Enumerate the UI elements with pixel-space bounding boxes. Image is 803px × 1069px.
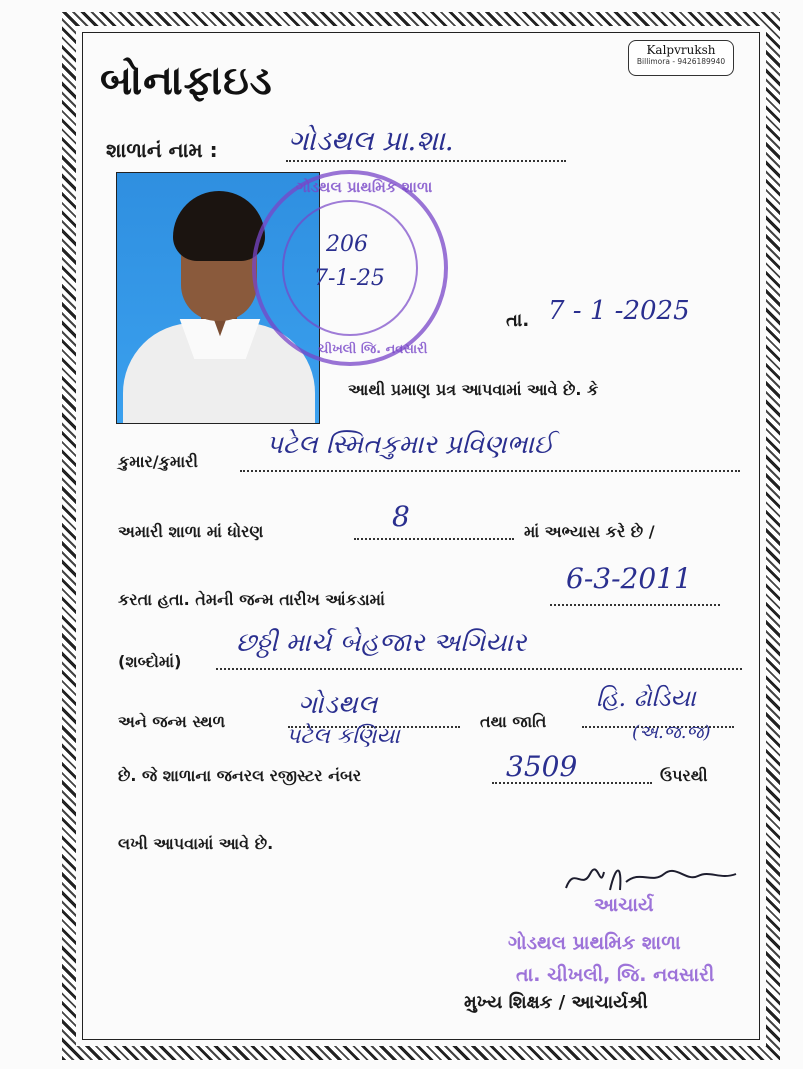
stamp-outer-text: ગોડથલ પ્રાથમિક શાળા	[296, 178, 433, 196]
dob-label: કરતા હતા. તેમની જન્મ તારીખ આંકડામાં	[118, 590, 385, 609]
caste-value: હિ. ઢોડિયા	[596, 684, 696, 712]
certify-line: આથી પ્રમાણ પ્રત્ર આપવામાં આવે છે. કે	[348, 380, 599, 399]
dob-words-label: (શબ્દોમાં)	[118, 652, 182, 671]
printer-brand-logo	[628, 40, 734, 76]
birthplace-label: અને જન્મ સ્થળ	[118, 712, 226, 731]
student-name-label: કુમાર/કુમારી	[118, 452, 198, 471]
brand-name: Kalpvruksh	[646, 43, 716, 57]
principal-signature	[560, 860, 740, 896]
register-label: છે. જે શાળાના જનરલ રજીસ્ટર નંબર	[118, 766, 362, 785]
stamp-date: 7-1-25	[314, 266, 385, 291]
standard-value: 8	[392, 500, 410, 533]
seal-place: તા. ચીખલી, જિ. નવસારી	[516, 964, 715, 986]
school-round-stamp	[252, 170, 448, 366]
dob-dots	[550, 604, 720, 606]
stamp-bottom-text: ચીખલી જિ. નવસારી	[318, 342, 428, 357]
dob-value: 6-3-2011	[566, 562, 692, 595]
register-suffix: ઉપરથી	[660, 766, 708, 785]
school-name-value: ગોડથલ પ્રા.શા.	[288, 124, 454, 157]
brand-sub: Billimora - 9426189940	[636, 57, 726, 66]
signatory-label: મુખ્ય શિક્ષક / આચાર્યશ્રી	[464, 992, 648, 1013]
standard-label: અમારી શાળા માં ધોરણ	[118, 522, 264, 541]
register-value: 3509	[506, 750, 578, 783]
school-name-dots	[286, 160, 566, 162]
student-name-value: પટેલ સ્મિતકુમાર પ્રવિણભાઈ	[266, 430, 554, 460]
certificate-title: બોનાફાઇડ	[100, 58, 273, 104]
closing-line: લખી આપવામાં આવે છે.	[118, 834, 274, 853]
seal-school: ગોડથલ પ્રાથમિક શાળા	[508, 932, 681, 954]
dob-words-dots	[216, 668, 742, 670]
stamp-number: 206	[326, 232, 368, 257]
date-label: તા.	[506, 310, 530, 331]
standard-dots	[354, 538, 514, 540]
seal-title: આચાર્ય	[594, 894, 654, 916]
date-value: 7 - 1 -2025	[548, 296, 690, 326]
birthplace-value: ગોડથલ	[298, 690, 378, 720]
caste-extra: પટેલ કણિયા	[286, 724, 400, 749]
standard-suffix: માં અભ્યાસ કરે છે /	[524, 522, 655, 541]
caste-note: (અ.જ.જ)	[632, 722, 711, 743]
student-name-dots	[240, 470, 740, 472]
caste-label: તથા જાતિ	[480, 712, 547, 731]
dob-words-value: છઠ્ઠી માર્ચ બેહજાર અગિયાર	[236, 628, 527, 658]
school-name-label: શાળાનં નામ :	[106, 138, 218, 162]
